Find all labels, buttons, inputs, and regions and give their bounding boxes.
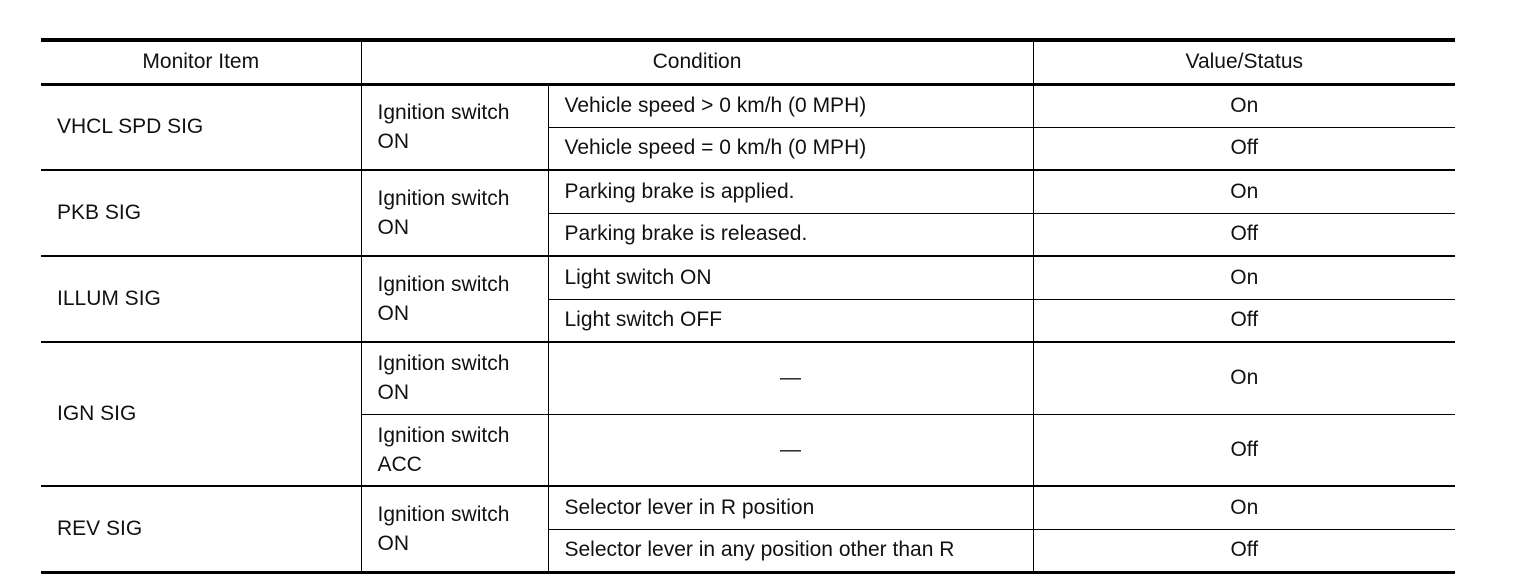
header-monitor-item: Monitor Item <box>41 40 361 84</box>
header-row <box>41 40 1455 84</box>
table-row <box>41 256 1455 299</box>
group-illum-sig <box>41 256 1455 342</box>
table-row <box>41 342 1455 414</box>
monitor-item-cell: ILLUM SIG <box>41 256 361 342</box>
ignition-condition-cell: Ignition switch ON <box>361 486 548 572</box>
table-row <box>41 486 1455 529</box>
value-status-cell: Off <box>1033 414 1455 486</box>
group-ign-sig <box>41 342 1455 486</box>
monitor-item-cell: REV SIG <box>41 486 361 572</box>
header-condition: Condition <box>361 40 1033 84</box>
condition-cell: — <box>548 414 1033 486</box>
group-pkb-sig <box>41 170 1455 256</box>
value-status-cell: On <box>1033 256 1455 299</box>
value-status-cell: Off <box>1033 127 1455 170</box>
value-status-cell: On <box>1033 486 1455 529</box>
monitor-item-cell: VHCL SPD SIG <box>41 84 361 170</box>
table-row <box>41 170 1455 213</box>
condition-cell: Vehicle speed = 0 km/h (0 MPH) <box>548 127 1033 170</box>
value-status-cell: On <box>1033 84 1455 127</box>
monitor-item-cell: IGN SIG <box>41 342 361 486</box>
condition-cell: Selector lever in R position <box>548 486 1033 529</box>
group-rev-sig <box>41 486 1455 572</box>
ignition-condition-cell: Ignition switch ON <box>361 170 548 256</box>
condition-cell: Light switch ON <box>548 256 1033 299</box>
condition-cell: Selector lever in any position other than R <box>548 529 1033 572</box>
condition-cell: — <box>548 342 1033 414</box>
condition-cell: Vehicle speed > 0 km/h (0 MPH) <box>548 84 1033 127</box>
condition-cell: Light switch OFF <box>548 299 1033 342</box>
header-value-status: Value/Status <box>1033 40 1455 84</box>
ignition-condition-cell: Ignition switch ACC <box>361 414 548 486</box>
value-status-cell: On <box>1033 342 1455 414</box>
condition-cell: Parking brake is released. <box>548 213 1033 256</box>
value-status-cell: On <box>1033 170 1455 213</box>
ignition-condition-cell: Ignition switch ON <box>361 342 548 414</box>
table-row <box>41 84 1455 127</box>
ignition-condition-cell: Ignition switch ON <box>361 256 548 342</box>
monitor-item-table <box>41 38 1455 574</box>
condition-cell: Parking brake is applied. <box>548 170 1033 213</box>
value-status-cell: Off <box>1033 299 1455 342</box>
ignition-condition-cell: Ignition switch ON <box>361 84 548 170</box>
value-status-cell: Off <box>1033 213 1455 256</box>
value-status-cell: Off <box>1033 529 1455 572</box>
group-vhcl-spd-sig <box>41 84 1455 170</box>
monitor-item-cell: PKB SIG <box>41 170 361 256</box>
